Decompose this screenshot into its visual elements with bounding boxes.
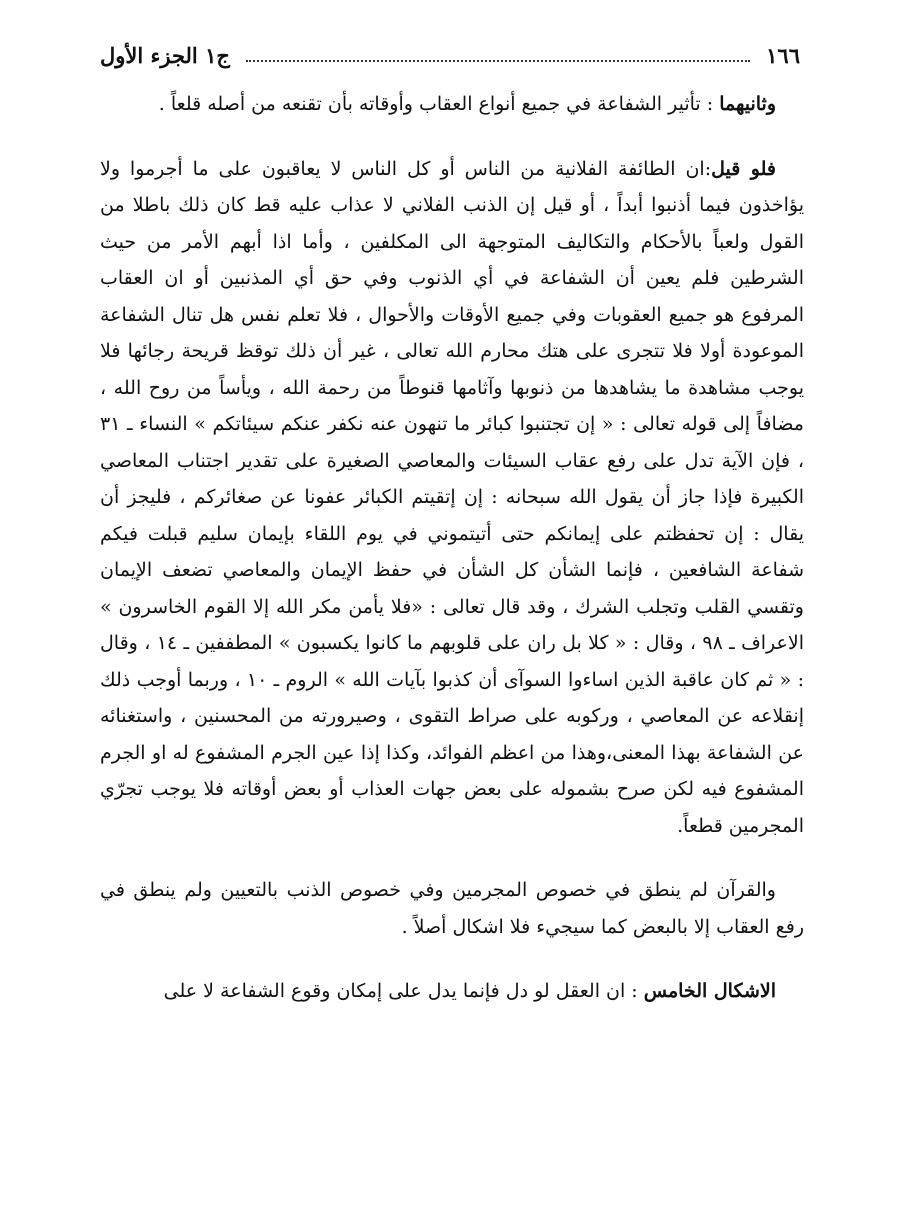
paragraph	[100, 151, 804, 845]
body-text	[100, 86, 804, 1010]
page-number: ١٦٦	[766, 42, 800, 68]
paragraph-text: : تأثير الشفاعة في جميع أنواع العقاب وأوقاته بأن تقنعه من أصله قلعاً .	[158, 93, 720, 115]
paragraph	[100, 86, 804, 123]
running-header	[100, 38, 800, 72]
paragraph-text: : ان العقل لو دل فإنما يدل على إمكان وقوع الشفاعة لا على	[163, 980, 644, 1002]
paragraph	[100, 973, 804, 1010]
paragraph-text: والقرآن لم ينطق في خصوص المجرمين وفي خصوص الذنب بالتعيين ولم ينطق في رفع العقاب إلا بالبعض كما سيجيء فلا اشكال أصلاً .	[100, 879, 804, 938]
header-dotted-rule	[246, 48, 750, 62]
paragraph-lead: وثانيهما	[719, 93, 776, 115]
paragraph	[100, 872, 804, 945]
paragraph-lead: فلو قيل	[711, 157, 776, 180]
running-title: ج١ الجزء الأول	[100, 42, 230, 68]
paragraph-lead: الاشكال الخامس	[643, 980, 776, 1002]
paragraph-text: :ان الطائفة الفلانية من الناس أو كل الناس لا يعاقبون على ما أجرموا ولا يؤاخذون فيما أذنبوا أبداً ، أو قيل إن الذنب الفلاني لا عذاب عليه قط كان ذلك باطلا من القول ولعباً بالأحكام والتكاليف المتوجهة الى المكلفين ، وأما اذا أبهم الأمر من حيث الشرطين فلم يعين أن الشفاعة في أي الذنوب وفي حق أي المذنبين أو ان العقاب المرفوع هو جميع العقوبات وفي جميع الأوقات والأحوال ، فلا تعلم نفس هل تنال الشفاعة الموعودة أولا فلا تتجرى على هتك محارم الله تعالى ، غير أن ذلك توقظ قريحة رجائها فلا يوجب مشاهدة ما يشاهدها من ذنوبها وآثامها قنوطاً من رحمة الله ، ويأساً من روح الله ، مضافاً إلى قوله تعالى : « إن تجتنبوا كبائر ما تنهون عنه نكفر عنكم سيئاتكم » النساء ـ ٣١ ، فإن الآية تدل على رفع عقاب السيئات والمعاصي الصغيرة على تقدير اجتناب المعاصي الكبيرة فإذا جاز أن يقول الله سبحانه : إن إتقيتم الكبائر عفونا عن صغائركم ، فليجز أن يقال : إن تحفظتم على إيمانكم حتى أتيتموني في يوم اللقاء بإيمان سليم قبلت فيكم شفاعة الشافعين ، فإنما الشأن كل الشأن في حفظ الإيمان والمعاصي تضعف الإيمان وتقسي القلب وتجلب الشرك ، وقد قال تعالى : «فلا يأمن مكر الله إلا القوم الخاسرون » الاعراف ـ ٩٨ ، وقال : « كلا بل ران على قلوبهم ما كانوا يكسبون » المطففين ـ ١٤ ، وقال : « ثم كان عاقبة الذين اساءوا السوآى أن كذبوا بآيات الله » الروم ـ ١٠ ، وربما أوجب ذلك إنقلاعه عن المعاصي ، وركوبه على صراط التقوى ، وصيرورته من المحسنين ، واستغنائه عن الشفاعة بهذا المعنى،وهذا من اعظم الفوائد، وكذا إذا عين الجرم المشفوع له او الجرم المشفوع فيه لكن صرح بشموله على بعض جهات العذاب أو بعض أوقاته فلا يوجب تجرّي المجرمين قطعاً.	[100, 157, 804, 837]
